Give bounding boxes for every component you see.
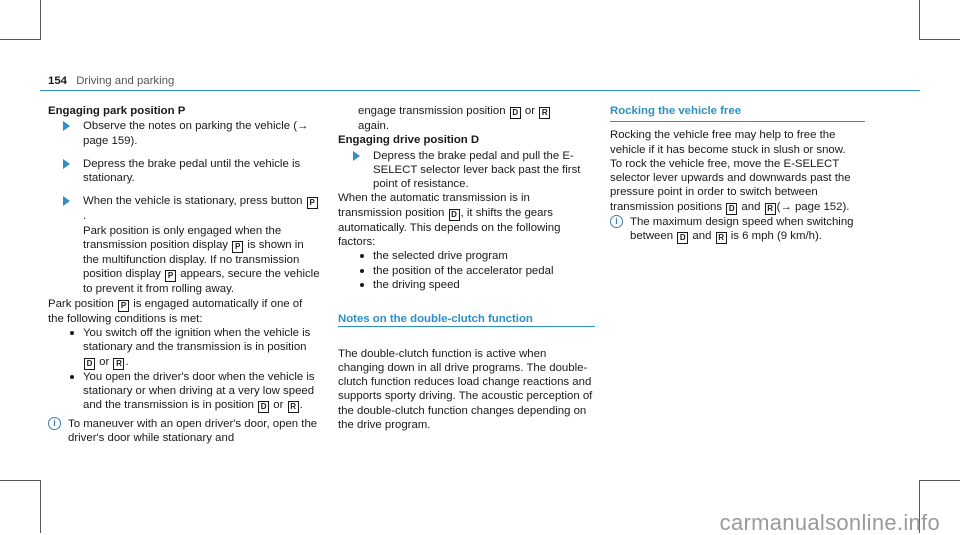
p-button-icon: P [307,197,318,209]
d-icon: D [510,107,521,119]
step-depress-pull: Depress the brake pedal and pull the E-SELECT selector lever back past the first point of resistance. [338,149,595,192]
step-depress [48,157,320,186]
paragraph-auto-park: Park position P is engaged automatically if one of the following conditions is met: [48,297,303,325]
crop-mark [919,480,960,481]
bullet-dot [360,269,364,273]
paragraph-automatic: When the automatic transmission is in transmission position D , it shifts the gears automatically. This depends on the following factors: [338,192,561,249]
crop-mark [0,39,41,40]
crop-mark [40,0,41,40]
info-icon: i [610,215,623,228]
step-arrow-icon [63,196,70,206]
section-title-double-clutch: Notes on the double-clutch function [338,313,533,326]
step-arrow-icon [63,121,70,131]
step-arrow-icon [63,159,70,169]
r-icon: R [765,203,776,215]
step-text: is shown in the multifunction display. If no transmission position display [83,239,304,281]
step-text: Observe the notes on parking the vehicle (→ page 159). [83,120,309,147]
r-icon: R [539,107,550,119]
d-icon: D [84,358,95,370]
list-item: You open the driver's door when the vehicle is stationary or when driving at a very low speed and the transmission is in position D or R . [48,370,320,414]
bullet-dot [70,331,74,335]
page-number: 154 [48,75,68,87]
step-text: When the vehicle is stationary, press button [83,195,303,208]
info-icon: i [48,417,61,430]
bullet-dot [70,375,74,379]
r-icon: R [288,401,299,413]
bullet-dot [360,254,364,258]
step-observe [48,119,320,148]
d-icon: D [677,232,688,244]
step-arrow-icon [353,151,360,161]
section-rule [338,326,595,327]
d-icon: D [726,203,737,215]
r-icon: R [113,358,124,370]
bullet-dot [360,283,364,287]
p-display-icon: P [232,241,243,253]
paragraph-rocking-intro: Rocking the vehicle free may help to free the vehicle if it has become stuck in slush or snow. [610,129,846,156]
header-rule [40,90,920,91]
heading-drive-position: Engaging drive position D [338,134,480,147]
p-display-icon: P [165,270,176,282]
step-text: appears, secure the vehicle to prevent it from rolling away. [83,268,320,296]
section-name: Driving and parking [76,75,175,87]
watermark: carmanualsonline.info [719,509,940,535]
step-press-button: When the vehicle is stationary, press button P. Park position is only engaged when the transmission position display P is shown in the multifunction display. If no transmission position display P appears, secure the vehicle to prevent it from rolling away. [48,194,320,296]
step-text: Park position is only engaged when the transmission position display [83,224,282,252]
section-title-rocking: Rocking the vehicle free [610,105,742,117]
crop-mark [919,39,960,40]
continued-text: engage transmission position D or R again. [338,104,595,133]
crop-mark [0,480,41,481]
list-item: the position of the accelerator pedal [338,264,595,278]
list-item: You switch off the ignition when the vehicle is stationary and the transmission is in position D or R . [48,326,320,370]
paragraph-double-clutch: The double-clutch function is active when changing down in all drive programs. The double-clutch function reduces load change reactions and supports sporty driving. The acoustic perception of the double-clutch function changes depending on the drive program. [338,347,593,432]
step-text: Depress the brake pedal until the vehicle is stationary. [83,157,301,185]
r-icon: R [716,232,727,244]
d-icon: D [449,209,460,221]
list-item: the selected drive program [338,249,595,263]
heading-park-position: Engaging park position P [48,105,186,117]
list-item: the driving speed [338,278,595,292]
tip-note: i To maneuver with an open driver's door, open the driver's door while stationary and [48,417,320,446]
crop-mark [919,0,920,40]
d-icon: D [258,401,269,413]
column-3 [610,104,865,244]
p-icon: P [118,300,129,312]
paragraph-rocking-howto: To rock the vehicle free, move the E-SELECT selector lever upwards and downwards past the pressure point in order to switch between transmission positions D and R (→ page 152). [610,157,851,213]
page-header [48,74,174,88]
crop-mark [40,480,41,533]
tip-note: i The maximum design speed when switching between D and R is 6 mph (9 km/h). [610,215,865,244]
column-1 [48,104,320,446]
column-2 [338,104,595,432]
section-rule [610,121,865,122]
